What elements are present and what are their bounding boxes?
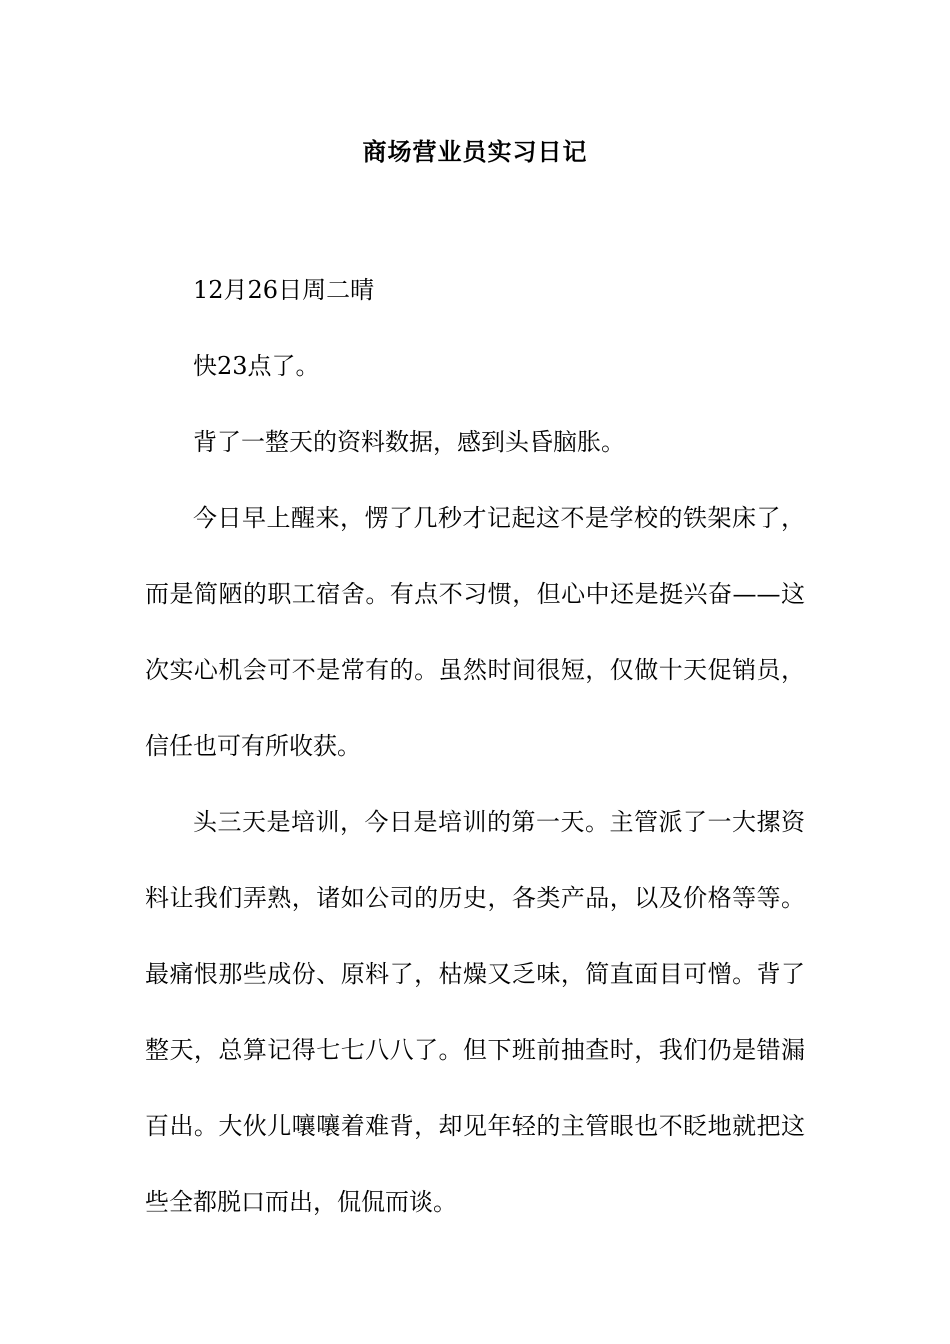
document-title: 商场营业员实习日记 [362, 137, 588, 166]
paragraph-tired: 背了一整天的资料数据，感到头昏脑胀。 [193, 428, 625, 456]
paragraph-morning: 今日早上醒来，愣了几秒才记起这不是学校的铁架床了，而是简陋的职工宿舍。有点不习惯，但心中还是挺兴奋——这次实心机会可不是常有的。虽然时间很短，仅做十天促销员，信任也可有所收获。 [145, 504, 805, 760]
paragraph-time: 快23点了。 [193, 352, 320, 380]
paragraph-date: 12月26日周二晴 [193, 276, 375, 304]
document-body [145, 252, 805, 1240]
paragraph-training: 头三天是培训，今日是培训的第一天。主管派了一大摞资料让我们弄熟，诸如公司的历史，各类产品，以及价格等等。最痛恨那些成份、原料了，枯燥又乏味，简直面目可憎。背了整天，总算记得七七八八了。但下班前抽查时，我们仍是错漏百出。大伙儿嚷嚷着难背，却见年轻的主管眼也不眨地就把这些全都脱口而出，侃侃而谈。 [145, 808, 805, 1216]
